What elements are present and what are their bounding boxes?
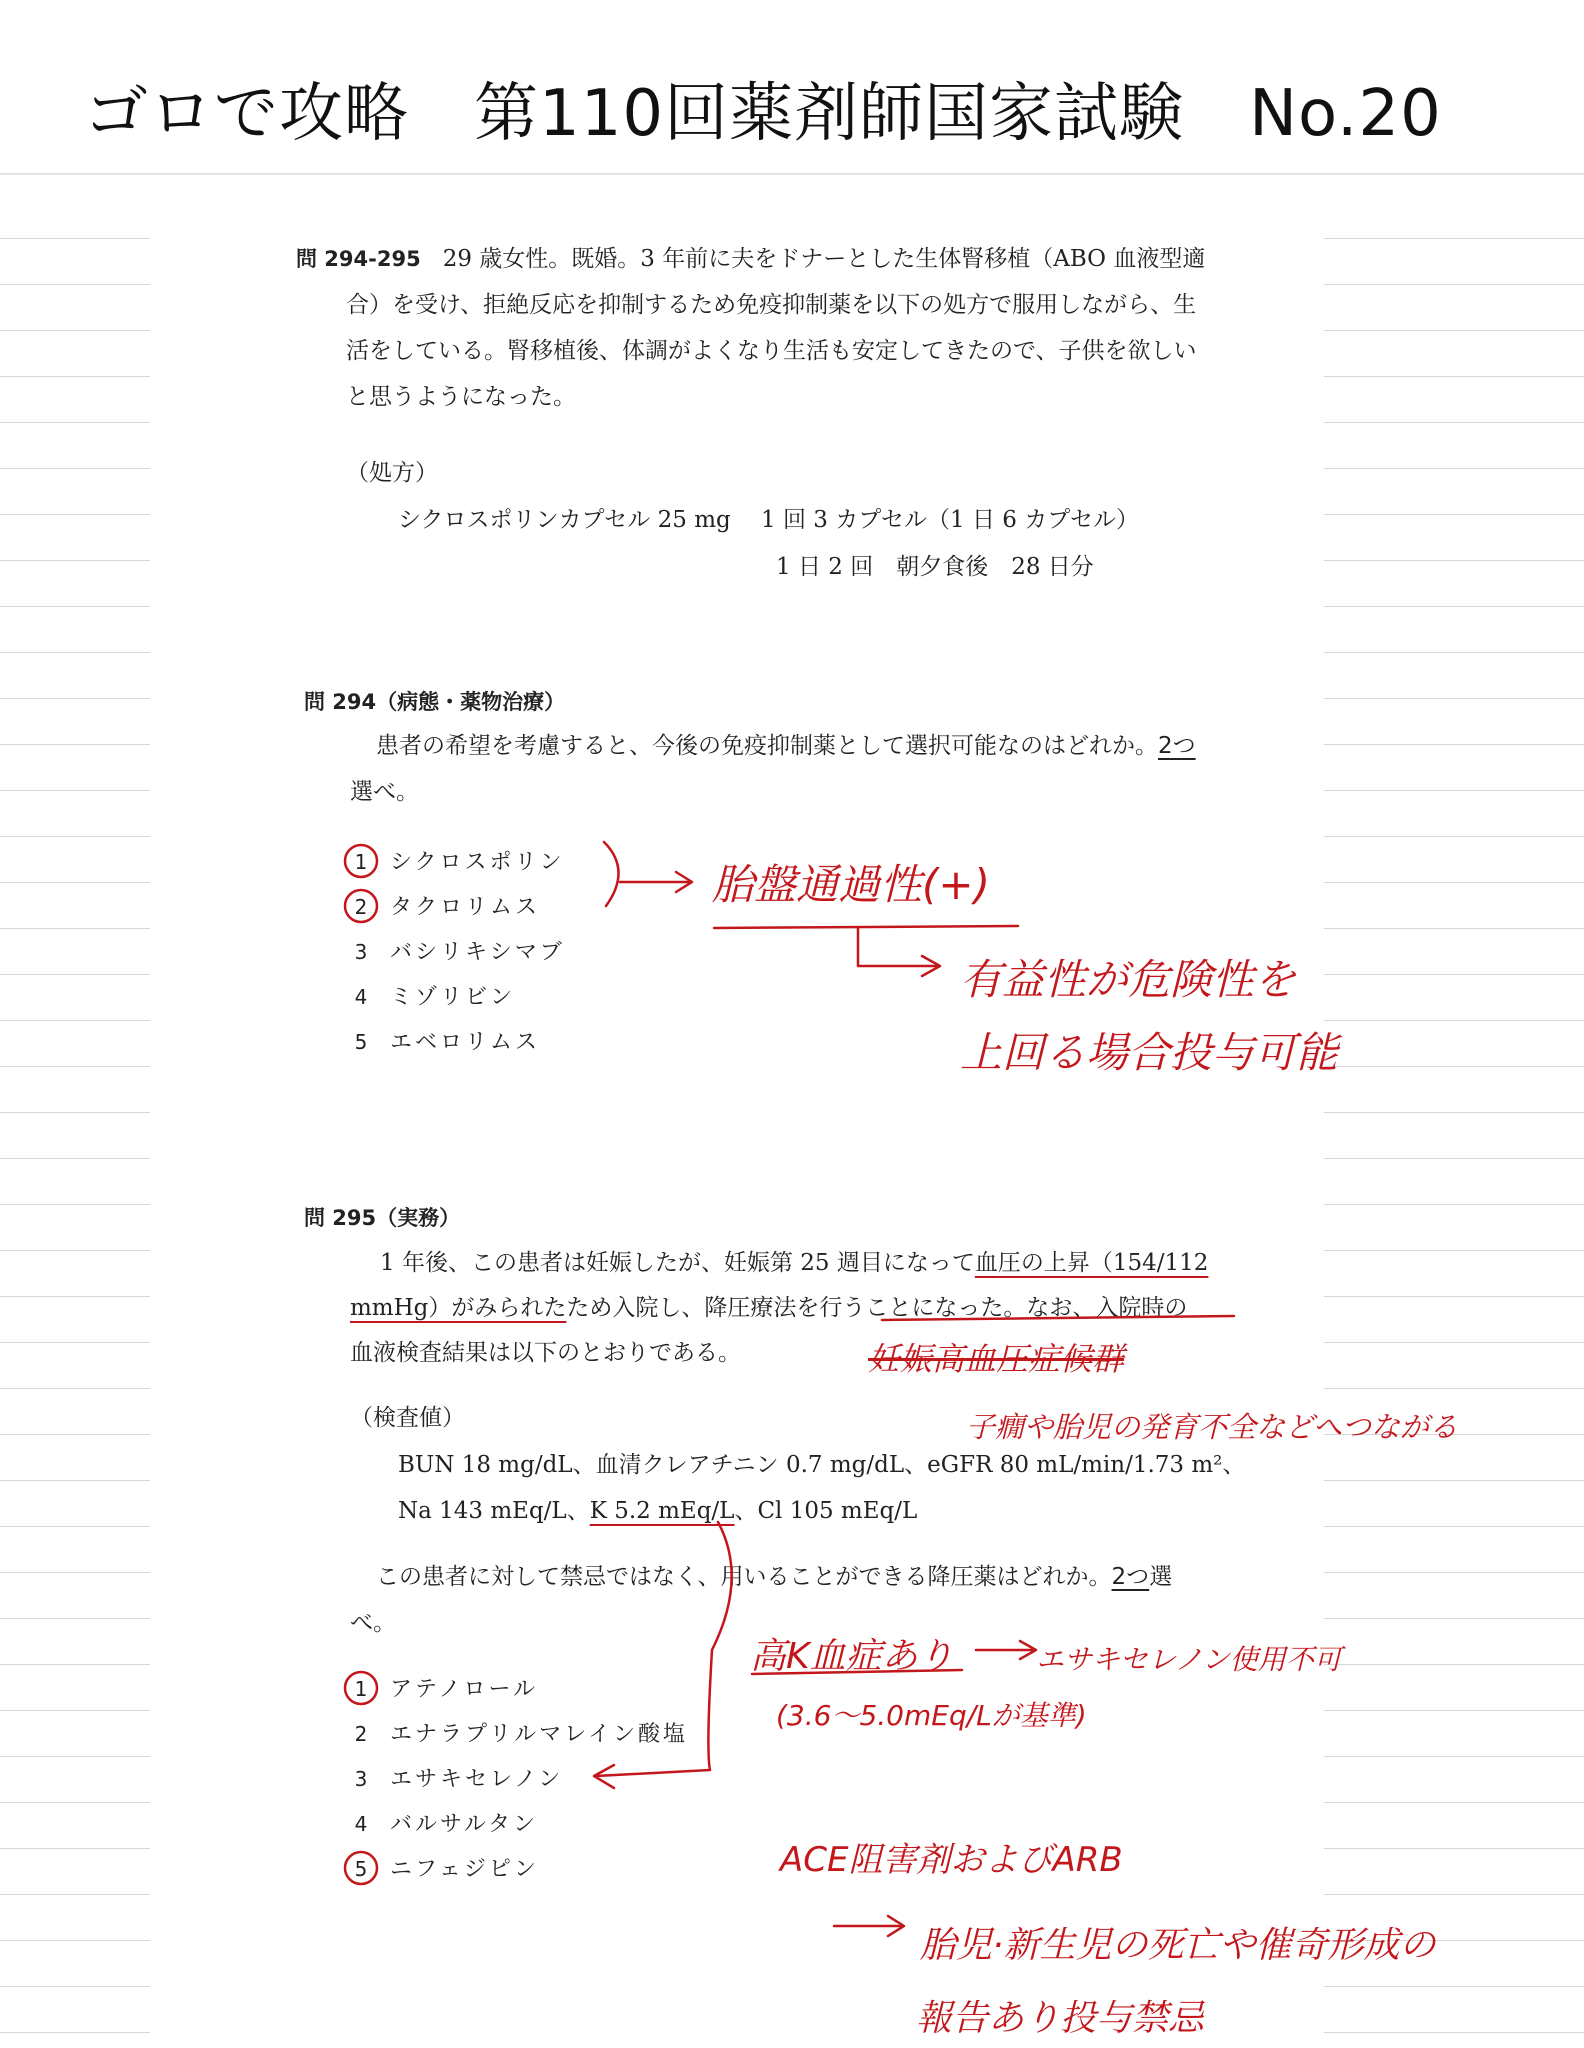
potassium-value: K 5.2 mEq/L bbox=[589, 1498, 735, 1524]
note-acei-arb: ACE阻害剤およびARB bbox=[780, 1840, 1123, 1880]
arrow-to-acei-result bbox=[834, 1916, 904, 1936]
note-hyperkalemia: 高K血症あり bbox=[750, 1636, 954, 1677]
q294-option-2[interactable]: 2 タクロリムス bbox=[354, 895, 541, 920]
note-potassium-range: (3.6〜5.0mEq/Lが基準) bbox=[776, 1699, 1087, 1732]
q294-text-line-2: 選べ。 bbox=[350, 779, 419, 805]
case-intro-line-2: 合）を受け、拒絶反応を抑制するため免疫抑制薬を以下の処方で服用しながら、生 bbox=[346, 292, 1197, 318]
q294-heading: 問 294（病態・薬物治療） bbox=[304, 690, 566, 714]
note-acei-result-line-1: 胎児·新生児の死亡や催奇形成の bbox=[920, 1925, 1436, 1966]
q294-text-line-1: 患者の希望を考慮すると、今後の免疫抑制薬として選択可能なのはどれか。2つ bbox=[376, 733, 1196, 759]
q295-question-line-1: この患者に対して禁忌ではなく、用いることができる降圧薬はどれか。2つ選 bbox=[376, 1564, 1173, 1590]
lab-line-1: BUN 18 mg/dL、血清クレアチニン 0.7 mg/dL、eGFR 80 mL/min/1.73 m²、 bbox=[398, 1452, 1246, 1478]
note-benefit-line-1: 有益性が危険性を bbox=[960, 955, 1297, 1004]
case-intro-line-4: と思うようになった。 bbox=[346, 384, 576, 410]
q295-option-5[interactable]: 5 ニフェジピン bbox=[354, 1857, 539, 1882]
bracket-q294 bbox=[604, 842, 619, 906]
q294-option-3[interactable]: 3 バシリキシマブ bbox=[354, 940, 565, 965]
prescription-label: （処方） bbox=[346, 460, 438, 486]
note-acei-result-line-2: 報告あり投与禁忌 bbox=[916, 1998, 1205, 2039]
q295-text-line-1: 1 年後、この患者は妊娠したが、妊娠第 25 週目になって血圧の上昇（154/112 bbox=[380, 1250, 1209, 1276]
q295-heading: 問 295（実務） bbox=[304, 1206, 461, 1230]
q295-option-2[interactable]: 2 エナラプリルマレイン酸塩 bbox=[354, 1722, 689, 1747]
note-benefit-line-2: 上回る場合投与可能 bbox=[960, 1028, 1339, 1077]
q294-option-4[interactable]: 4 ミゾリビン bbox=[354, 985, 516, 1010]
arrow-to-placenta-note bbox=[620, 872, 692, 892]
q295-question-line-2: べ。 bbox=[350, 1610, 396, 1636]
q295-option-4[interactable]: 4 バルサルタン bbox=[354, 1812, 539, 1837]
note-pih-risk: 子癇や胎児の発育不全などへつながる bbox=[966, 1410, 1458, 1444]
arrow-to-benefit-note bbox=[858, 928, 940, 976]
case-intro-line-1: 問 294-295 29 歳女性。既婚。3 年前に夫をドナーとした生体腎移植（ABO 血液型適 bbox=[296, 246, 1206, 272]
q294-answer-count: 2つ bbox=[1158, 733, 1196, 759]
note-pih: 妊娠高血圧症候群 bbox=[868, 1340, 1125, 1378]
lab-label: （検査値） bbox=[350, 1405, 465, 1431]
note-placenta: 胎盤通過性(+) bbox=[712, 860, 990, 909]
lab-line-2: Na 143 mEq/L、K 5.2 mEq/L、Cl 105 mEq/L bbox=[398, 1498, 918, 1524]
prescription-line-1: シクロスポリンカプセル 25 mg 1 回 3 カプセル（1 日 6 カプセル） bbox=[398, 507, 1139, 533]
q295-answer-count: 2つ bbox=[1111, 1564, 1150, 1590]
q295-option-1[interactable]: 1 アテノロール bbox=[354, 1677, 539, 1702]
underline-placenta-note bbox=[714, 926, 1018, 928]
arrow-to-hyperkalemia-result bbox=[976, 1641, 1036, 1659]
q295-text-line-3: 血液検査結果は以下のとおりである。 bbox=[350, 1340, 741, 1366]
q295-option-3[interactable]: 3 エサキセレノン bbox=[354, 1767, 564, 1792]
case-number: 問 294-295 bbox=[296, 247, 421, 271]
page-title: ゴロで攻略 第110回薬剤師国家試験 No.20 bbox=[84, 77, 1442, 151]
q295-text-line-2: mmHg）がみられたため入院し、降圧療法を行うことになった。なお、入院時の bbox=[350, 1295, 1188, 1321]
case-intro-line-3: 活をしている。腎移植後、体調がよくなり生活も安定してきたので、子供を欲しい bbox=[346, 338, 1197, 364]
note-hyperkalemia-result: エサキセレノン使用不可 bbox=[1036, 1643, 1342, 1676]
q294-option-5[interactable]: 5 エベロリムス bbox=[354, 1030, 541, 1055]
q294-option-1[interactable]: 1 シクロスポリン bbox=[354, 850, 565, 875]
prescription-line-2: 1 日 2 回 朝夕食後 28 日分 bbox=[776, 554, 1094, 580]
